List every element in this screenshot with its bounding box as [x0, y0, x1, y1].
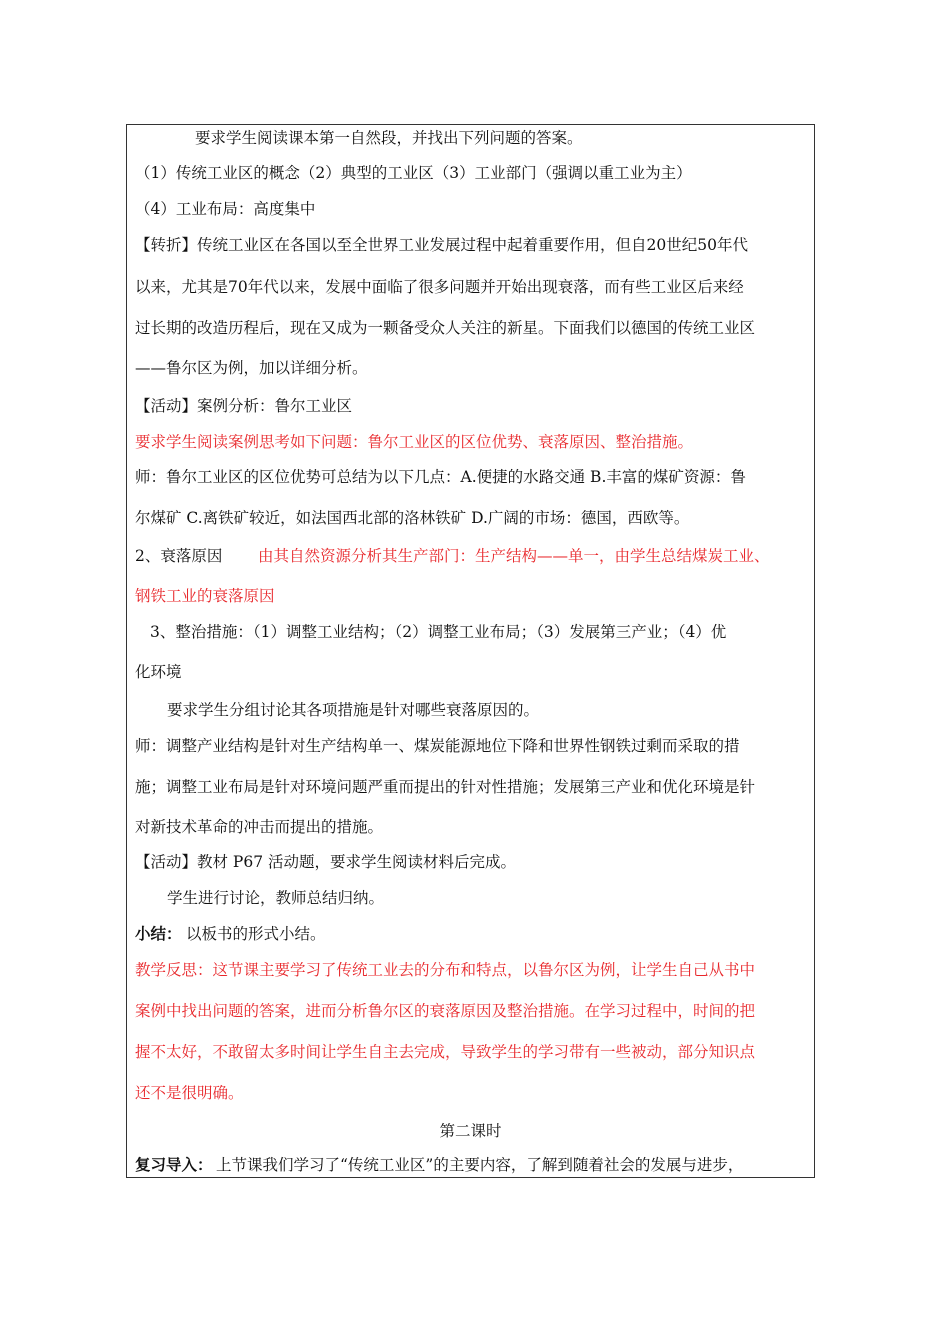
activity-heading: 【活动】教材 P67 活动题，要求学生阅读材料后完成。 [135, 853, 517, 871]
reflection-line: 教学反思：这节课主要学习了传统工业去的分布和特点，以鲁尔区为例，让学生自己从书中 [135, 961, 756, 979]
text-line: 3、整治措施：（1）调整工业结构；（2）调整工业布局；（3）发展第三产业；（4）优 [150, 623, 727, 641]
text-line: 师：调整产业结构是针对生产结构单一、煤炭能源地位下降和世界性钢铁过剩而采取的措 [135, 737, 740, 755]
text-line: ——鲁尔区为例，加以详细分析。 [135, 359, 368, 377]
summary-text: 以板书的形式小结。 [186, 925, 326, 943]
red-text-line: 钢铁工业的衰落原因 [135, 587, 275, 605]
text-line: 施；调整工业布局是针对环境问题严重而提出的针对性措施；发展第三产业和优化环境是针 [135, 778, 756, 796]
text-line: 要求学生分组讨论其各项措施是针对哪些衰落原因的。 [167, 701, 540, 719]
text-line: 【转折】传统工业区在各国以至全世界工业发展过程中起着重要作用，但自20世纪50年代 [135, 236, 748, 254]
red-question-line: 要求学生阅读案例思考如下问题：鲁尔工业区的区位优势、衰落原因、整治措施。 [135, 433, 694, 451]
review-label: 复习导入： [135, 1155, 213, 1174]
review-text: 上节课我们学习了“传统工业区”的主要内容，了解到随着社会的发展与进步， [216, 1156, 744, 1174]
text-line: （1）传统工业区的概念（2）典型的工业区（3）工业部门（强调以重工业为主） [135, 164, 692, 182]
text-line: 以来，尤其是70年代以来，发展中面临了很多问题并开始出现衰落，而有些工业区后来经 [135, 278, 744, 296]
text-line: 要求学生阅读课本第一自然段，并找出下列问题的答案。 [195, 129, 583, 147]
text-line: （4）工业布局：高度集中 [135, 200, 316, 218]
activity-heading: 【活动】案例分析：鲁尔工业区 [135, 397, 353, 415]
reflection-line: 握不太好，不敢留太多时间让学生自主去完成，导致学生的学习带有一些被动，部分知识点 [135, 1043, 756, 1061]
text-line: 对新技术革命的冲击而提出的措施。 [135, 818, 384, 836]
reflection-line: 案例中找出问题的答案，进而分析鲁尔区的衰落原因及整治措施。在学习过程中，时间的把 [135, 1002, 756, 1020]
text-line: 化环境 [135, 663, 182, 681]
text-line: 过长期的改造历程后，现在又成为一颗备受众人关注的新星。下面我们以德国的传统工业区 [135, 319, 756, 337]
text-line: 师：鲁尔工业区的区位优势可总结为以下几点：A.便捷的水路交通 B.丰富的煤矿资源：鲁 [135, 468, 746, 486]
reflection-line: 还不是很明确。 [135, 1084, 244, 1102]
section-title: 第二课时 [439, 1122, 502, 1140]
text-line: 2、衰落原因 [135, 547, 223, 565]
red-text-line: 由其自然资源分析其生产部门：生产结构——单一，由学生总结煤炭工业、 [258, 547, 770, 565]
text-line: 尔煤矿 C.离铁矿较近，如法国西北部的洛林铁矿 D.广阔的市场：德国，西欧等。 [135, 509, 690, 527]
text-line: 学生进行讨论，教师总结归纳。 [167, 889, 385, 907]
summary-label: 小结： [135, 924, 182, 943]
